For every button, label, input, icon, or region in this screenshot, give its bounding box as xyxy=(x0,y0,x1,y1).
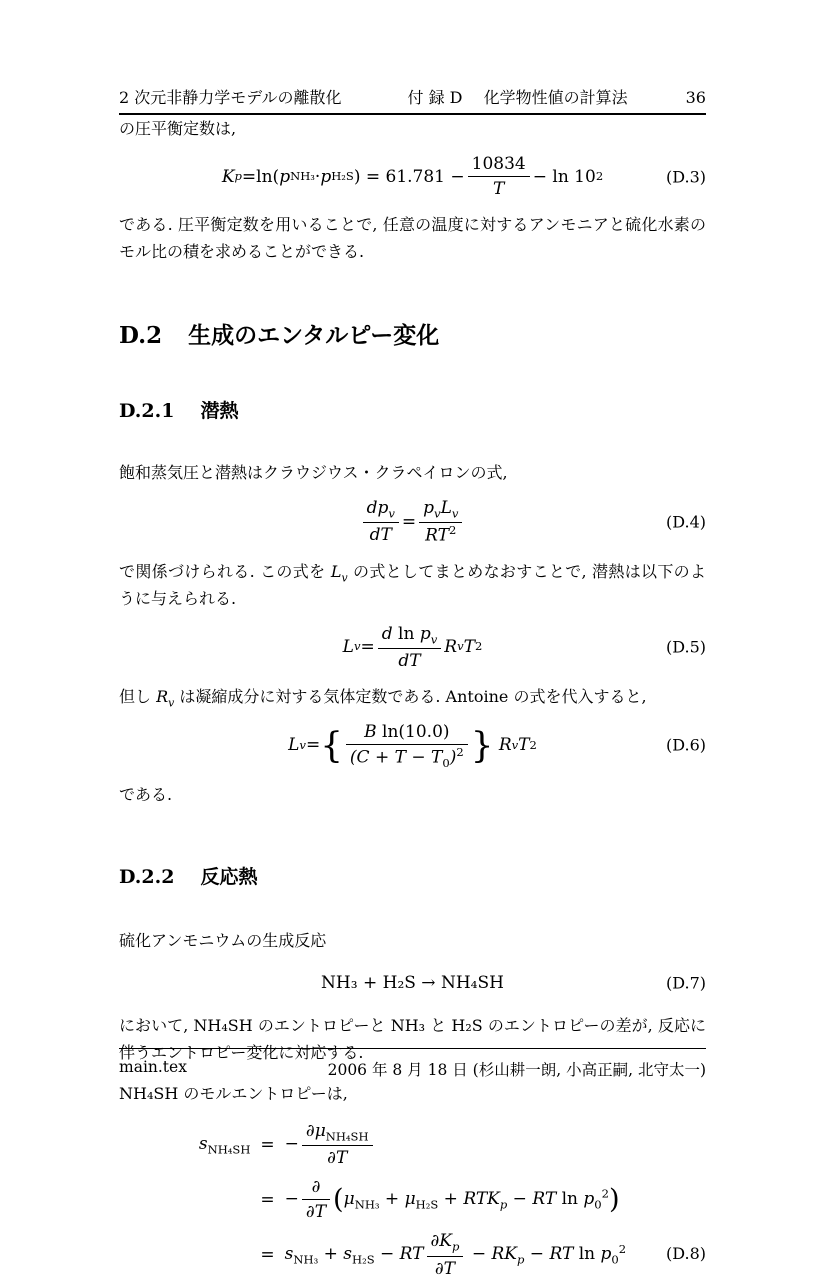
fraction: $\frac{10834}{T}$ xyxy=(468,154,530,199)
fraction: $\frac{dp_v}{dT}$ xyxy=(363,498,399,545)
equation-d7 xyxy=(119,966,706,1000)
subsection-number: D.2.1 xyxy=(119,400,175,422)
eq8-row3: $s_{NH_3} + s_{H_2S}$ − RT $\frac{\partial K_p}{\partial T}$ − $RK_p$ − RT $\ln p_0^2$ xyxy=(284,1231,627,1279)
fraction: $\frac{d \ln p_v}{dT}$ xyxy=(378,624,442,671)
inline-math-rv: R xyxy=(156,686,169,706)
reaction-formula: NH₃ + H₂S → NH₄SH xyxy=(321,973,504,994)
paragraph-lv: で関係づけられる. この式を $L_v$ の式としてまとめなおすことで, 潜熱は以下のように与えられる. xyxy=(119,561,706,608)
aligned-equation-grid: $s_{NH_4SH}$ = − $\frac{\partial\mu_{NH_4SH}}{\partial T}$ = − $\frac{\partial}{\partial T}$ ($\mu_{NH_3} + \mu_{H_2S} + RTK_p$ − RT $\ln p_0^2$) = $s_{NH_3} + s_{H_2S}$ − RT $\frac{\partial K_p}{\partial T}$ − $RK_p$ − RT $\ln p_0^2$ xyxy=(198,1121,627,1279)
paragraph-clausius: 飽和蒸気圧と潜熱はクラウジウス・クラペイロンの式, xyxy=(119,463,508,482)
inline-math-lv: L xyxy=(330,561,342,581)
equation-tag-d5: (D.5) xyxy=(665,637,706,657)
paragraph-intro: の圧平衡定数は, xyxy=(119,119,237,138)
paragraph-entropy: において, NH₄SH のエントロピーと NH₃ と H₂S のエントロピーの差が, 反応に伴うエントロピー変化に対応する. xyxy=(119,1016,706,1063)
right-paren: ) xyxy=(609,1184,620,1216)
left-paren: ( xyxy=(333,1184,344,1216)
section-heading-d2 xyxy=(119,317,706,350)
fraction: $\frac{\partial\mu_{NH_4SH}}{\partial T}$ xyxy=(302,1121,373,1168)
fraction: $\frac{p_vL_v}{RT^2}$ xyxy=(419,498,462,546)
header-appendix-title: 付 録 D 化学物性値の計算法 xyxy=(407,88,628,107)
fraction: $\frac{\partial K_p}{\partial T}$ xyxy=(427,1231,464,1278)
footer-filename: main.tex xyxy=(119,1058,187,1076)
page-footer xyxy=(119,1048,706,1080)
section-title: 生成のエンタルピー変化 xyxy=(188,323,440,349)
paragraph-molar-entropy: NH₄SH のモルエントロピーは, xyxy=(119,1084,348,1104)
equation-tag-d6: (D.6) xyxy=(665,735,706,755)
equation-d8 xyxy=(119,1121,706,1278)
var-kp: K xyxy=(221,166,235,187)
equation-tag-d4: (D.4) xyxy=(665,512,706,532)
left-brace: { xyxy=(320,724,343,766)
paragraph-dearu: である. xyxy=(119,785,173,805)
subsection-number: D.2.2 xyxy=(119,866,175,889)
equation-d6: L v = { $\frac{\text{B ln(10.0)}}{(C + T - T_0)^2}$ } R v T 2 (D.6) xyxy=(288,721,706,770)
equation-tag-d8: (D.8) xyxy=(665,1243,706,1263)
equation-d4: $\frac{dp_v}{dT}$ = $\frac{p_vL_v}{RT^2}$ (D.4) xyxy=(119,498,706,546)
fraction: $\frac{\partial}{\partial T}$ xyxy=(302,1177,330,1222)
subsection-title: 潜熱 xyxy=(200,400,239,422)
section-number: D.2 xyxy=(119,322,163,349)
eq8-row2: − $\frac{\partial}{\partial T}$ ($\mu_{NH_3} + \mu_{H_2S} + RTK_p$ − RT $\ln p_0^2$) xyxy=(284,1177,620,1223)
right-brace: } xyxy=(470,724,494,766)
footer-date-authors: 2006 年 8 月 18 日 (杉山耕一朗, 小高正嗣, 北守太一) xyxy=(327,1061,706,1079)
paragraph-antoine: 但し $R_v$ は凝縮成分に対する気体定数である. Antoine の式を代入すると, xyxy=(119,686,647,710)
subsection-heading-d21 xyxy=(119,396,706,423)
paragraph-after-eq3: である. 圧平衡定数を用いることで, 任意の温度に対するアンモニアと硫化水素のモル比の積を求めることができる. xyxy=(119,215,706,261)
subsection-heading-d22 xyxy=(119,862,706,889)
text-column xyxy=(119,85,706,1279)
running-header xyxy=(119,85,706,115)
equation-d3: K p = ln( p NH₃ · p H₂S ) = 61.781 − $\frac{10834}{T}$ − ln 10 2 (D.3) xyxy=(221,154,706,199)
equation-tag-d3: (D.3) xyxy=(665,167,706,186)
fraction: $\frac{\text{B ln(10.0)}}{(C + T - T_0)^2}$ xyxy=(346,722,468,770)
paragraph-reaction: 硫化アンモニウムの生成反応 xyxy=(119,931,327,951)
equation-d5: L v = $\frac{d \ln p_v}{dT}$ R v T 2 (D.5) xyxy=(342,623,706,671)
subsection-title: 反応熱 xyxy=(200,866,258,889)
equation-tag-d7: (D.7) xyxy=(665,973,706,993)
header-left-title: 2 次元非静力学モデルの離散化 xyxy=(119,88,342,107)
page-number: 36 xyxy=(685,88,706,107)
eq8-row1: − $\frac{\partial\mu_{NH_4SH}}{\partial T}$ xyxy=(285,1121,626,1168)
